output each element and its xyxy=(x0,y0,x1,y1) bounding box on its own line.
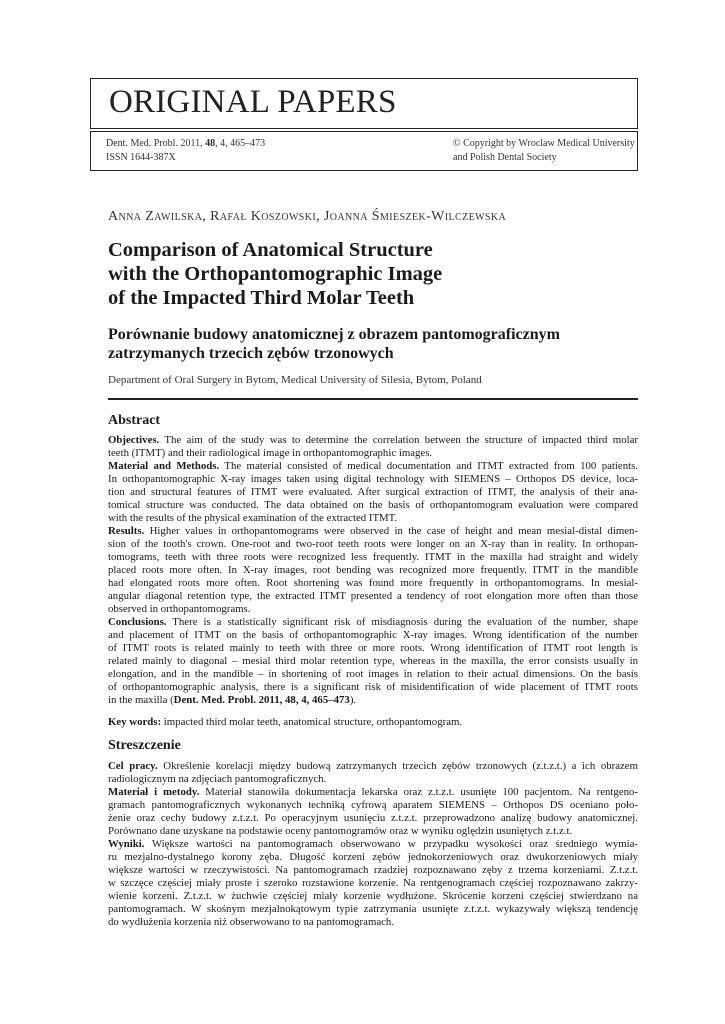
paragraph-line xyxy=(108,838,638,851)
copyright-notice xyxy=(453,137,635,165)
paragraph-line xyxy=(108,551,638,564)
paragraph-line xyxy=(108,890,638,903)
issn: ISSN 1644-387X xyxy=(106,152,176,163)
paragraph-line xyxy=(108,916,638,929)
line-text: in the maxilla ( xyxy=(108,694,174,706)
abstract-body xyxy=(108,434,638,707)
banner-title: ORIGINAL PAPERS xyxy=(109,84,397,120)
journal-ref-prefix: Dent. Med. Probl. 2011, xyxy=(106,138,206,149)
paragraph-line xyxy=(108,486,638,499)
run-in-label: Materiał i metody. xyxy=(108,786,200,798)
run-in-label: Results. xyxy=(108,525,145,537)
line-text: wienie korzeni. Z.t.z.t. w żuchwie częściej miały korzenie wydłużone. Skrócenie korzeni częściej stwierdzano na xyxy=(108,890,638,902)
line-text: In orthopantomographic X-ray images taken using digital technology with SIEMENS – Orthopos DS device, loca- xyxy=(108,473,638,485)
run-in-label: Material and Methods. xyxy=(108,460,220,472)
paragraph-line xyxy=(108,434,638,447)
run-in-label: Wyniki. xyxy=(108,838,145,850)
paragraph-line xyxy=(108,603,638,616)
paragraph-line xyxy=(108,577,638,590)
line-text: had elongated roots more often. Root shortening was found more frequently in orthopantomograms. In mesial- xyxy=(108,577,638,589)
line-text: The material consisted of medical documentation and ITMT extracted from 100 patients. xyxy=(219,460,638,472)
paragraph-line xyxy=(108,812,638,825)
paragraph-line xyxy=(108,564,638,577)
paragraph-line xyxy=(108,760,638,773)
line-text: większe wartości w rzeczywistości. Na pantomogramach rzadziej rozpoznawano zęby z trzema korzeniami. Z.t.z.t. xyxy=(108,864,638,876)
line-text: tomical structure was conducted. The data obtained on the basis of orthopantomogram evaluation were compared xyxy=(108,499,638,511)
line-text: of orthopantomographic analysis, there is a significant risk of misidentification of wide placement of ITMT roots xyxy=(108,681,638,693)
line-text: Materiał stanowiła dokumentacja lekarska oraz z.t.z.t. usunięte 100 pacjentom. Na rentgeno- xyxy=(199,786,638,798)
line-text: with the results of the physical examination of the extracted ITMT. xyxy=(108,512,398,524)
line-text: There is a statistically significant risk of misdiagnosis during the evaluation of the number, shape xyxy=(166,616,638,628)
line-text: Większe wartości na pantomogramach obserwowano w przypadku wysokości oraz średniego wymia- xyxy=(144,838,638,850)
run-in-label: Objectives. xyxy=(108,434,160,446)
paragraph-line xyxy=(108,525,638,538)
line-text: of ITMT roots is related mainly to teeth with three or more roots. Wrong identification of ITMT root length is xyxy=(108,642,638,654)
section-banner xyxy=(90,78,638,129)
author-list: Anna Zawilska, Rafał Koszowski, Joanna Śmieszek-Wilczewska xyxy=(108,209,507,224)
article-title-polish xyxy=(108,325,628,363)
line-text: observed in orthopantomograms. xyxy=(108,603,251,615)
line-text: sion of the tooth's crown. One-root and two-root teeth roots were longer on an X-ray than in reality. In orthopan- xyxy=(108,538,638,550)
line-text: related mainly to diagonal – mesial third molar retention type, whereas in the maxilla, the error consists usually in xyxy=(108,655,638,667)
run-in-label: Cel pracy. xyxy=(108,760,158,772)
journal-info-box xyxy=(90,131,638,171)
journal-ref-suffix: , 4, 465–473 xyxy=(215,138,266,149)
paragraph-line xyxy=(108,616,638,629)
citation-tail: ). xyxy=(349,694,357,706)
line-text: ru mezjalno-dystalnego korony zęba. Długość korzeni zębów jednokorzeniowych oraz dwukorzeniowych miały xyxy=(108,851,638,863)
paragraph-line xyxy=(108,642,638,655)
paragraph-line xyxy=(108,864,638,877)
line-text: The aim of the study was to determine the correlation between the structure of impacted third molar xyxy=(159,434,638,446)
paragraph-line xyxy=(108,877,638,890)
paragraph-line xyxy=(108,473,638,486)
paragraph-line xyxy=(108,538,638,551)
paragraph-line xyxy=(108,460,638,473)
line-text: do wydłużenia korzenia niż obserwowano to na pantomogramach. xyxy=(108,916,395,928)
line-text: żenie oraz cechy budowy z.t.z.t. Po operacyjnym usunięciu z.t.z.t. przeprowadzono analizę budowy anatomicznej. xyxy=(108,812,638,824)
paragraph-line xyxy=(108,799,638,812)
paragraph-line xyxy=(108,655,638,668)
line-text: tion and structural features of ITMT were evaluated. After surgical extraction of ITMT, the analysis of their ana- xyxy=(108,486,638,498)
paragraph-line xyxy=(108,512,638,525)
keywords xyxy=(108,716,462,729)
journal-volume: 48 xyxy=(205,138,216,149)
paragraph-line xyxy=(108,681,638,694)
title-line: Porównanie budowy anatomicznej z obrazem pantomograficznym xyxy=(108,326,560,343)
line-text: and placement of ITMT on the basis of orthopantomographic X-ray images. Wrong identification of the number xyxy=(108,629,638,641)
article-title-english xyxy=(108,238,628,310)
keywords-text: impacted third molar teeth, anatomical structure, orthopantomogram. xyxy=(161,716,463,728)
paragraph-line xyxy=(108,447,638,460)
journal-citation xyxy=(106,137,265,165)
affiliation: Department of Oral Surgery in Bytom, Medical University of Silesia, Bytom, Poland xyxy=(108,374,482,386)
section-divider xyxy=(108,398,638,400)
line-text: w szczęce częściej miały proste i szeroko rozstawione korzenie. Na rentgenogramach częściej rozpoznawano zakrzy- xyxy=(108,877,638,889)
line-text: placed roots more often. In X-ray images, root bending was recognized more frequently. ITMT in the mandible xyxy=(108,564,638,576)
line-text: teeth (ITMT) and their radiological image in orthopantomographic images. xyxy=(108,447,433,459)
line-text: angular diagonal retention type, the extracted ITMT presented a tendency of root elongation more often than those xyxy=(108,590,638,602)
paragraph-line xyxy=(108,590,638,603)
paragraph-line xyxy=(108,499,638,512)
paragraph-line xyxy=(108,694,638,707)
line-text: pantomogramach. W skośnym mezjalnokątowym typie zatrzymania usunięte z.t.z.t. wykazywały większą tendencję xyxy=(108,903,638,915)
paragraph-line xyxy=(108,629,638,642)
line-text: elongation, and in the mandible – in shortening of root images in relation to their actual dimensions. On the basis xyxy=(108,668,638,680)
abstract-heading: Abstract xyxy=(108,413,161,428)
streszczenie-body xyxy=(108,760,638,929)
title-line: Comparison of Anatomical Structure xyxy=(108,239,433,261)
paragraph-line xyxy=(108,825,638,838)
title-line: of the Impacted Third Molar Teeth xyxy=(108,287,415,309)
line-text: radiologicznym na zdjęciach pantomograficznych. xyxy=(108,773,327,785)
line-text: Higher values in orthopantomograms were observed in the case of height and mean mesial-distal dimen- xyxy=(144,525,638,537)
paragraph-line xyxy=(108,668,638,681)
paragraph-line xyxy=(108,851,638,864)
title-line: zatrzymanych trzecich zębów trzonowych xyxy=(108,345,394,362)
paragraph-line xyxy=(108,786,638,799)
keywords-label: Key words: xyxy=(108,716,162,728)
line-text: Porównano dane uzyskane na podstawie oceny pantomogramów oraz w wyniku oględzin usuniętych z.t.z.t. xyxy=(108,825,573,837)
paragraph-line xyxy=(108,903,638,916)
streszczenie-heading: Streszczenie xyxy=(108,738,181,753)
run-in-label: Conclusions. xyxy=(108,616,167,628)
title-line: with the Orthopantomographic Image xyxy=(108,263,443,285)
copyright-line-2: and Polish Dental Society xyxy=(453,152,557,163)
line-text: Określenie korelacji między budową zatrzymanych trzecich zębów trzonowych (z.t.z.t.) a ich obrazem xyxy=(157,760,638,772)
paragraph-line xyxy=(108,773,638,786)
citation-bold: Dent. Med. Probl. 2011, 48, 4, 465–473 xyxy=(173,694,350,706)
line-text: tomograms, teeth with three roots were recognized less frequently. ITMT in the maxilla had straight and widely xyxy=(108,551,638,563)
line-text: gramach pantomograficznych wykonanych techniką cyfrową aparatem SIEMENS – Orthopos DS oceniano poło- xyxy=(108,799,638,811)
copyright-line-1: © Copyright by Wroclaw Medical University xyxy=(453,138,635,149)
